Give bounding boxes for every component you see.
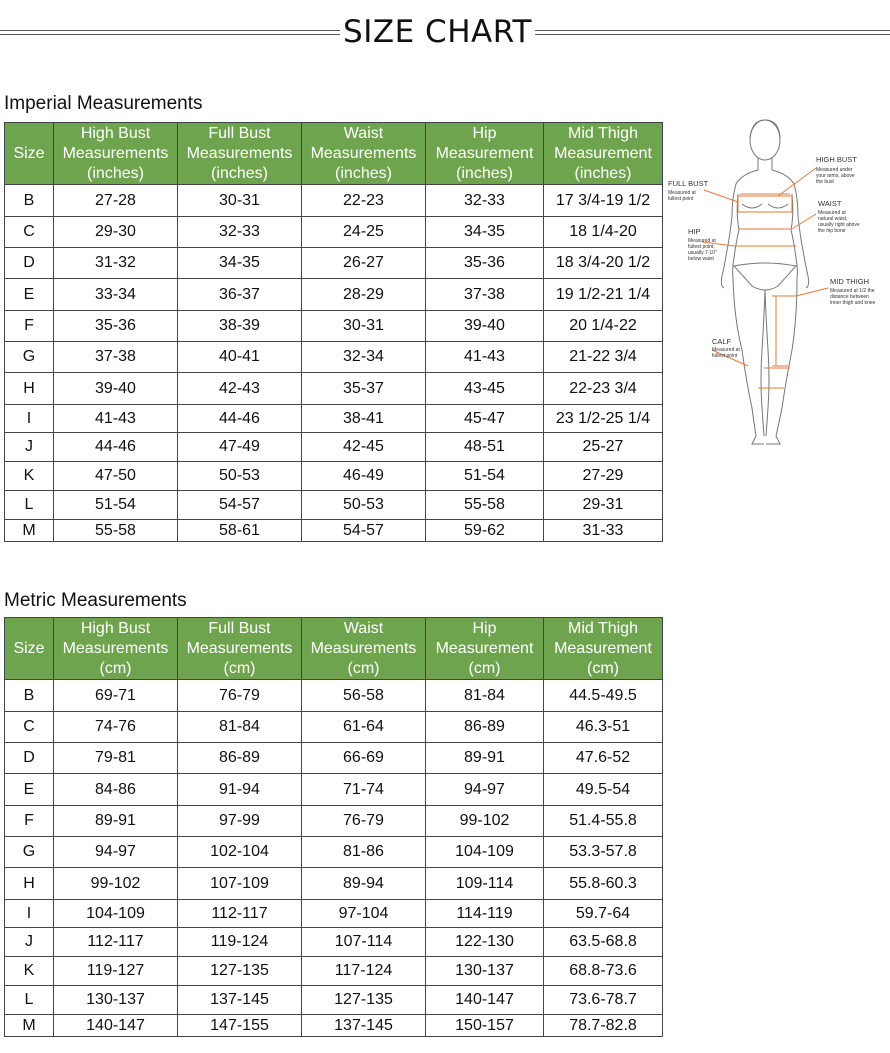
measurement-cell-mid-thigh: 46.3-51 [544,712,663,743]
measurement-cell-full-bust: 112-117 [178,900,302,928]
column-header-line: (inches) [87,164,144,182]
measurement-cell-high-bust: 140-147 [54,1015,178,1037]
measurement-cell-hip: 109-114 [426,868,544,900]
measurement-cell-full-bust: 44-46 [178,405,302,433]
measurement-cell-high-bust: 44-46 [54,433,178,462]
measurement-cell-waist: 50-53 [302,491,426,520]
measurement-cell-full-bust: 81-84 [178,712,302,743]
measurement-cell-high-bust: 119-127 [54,957,178,986]
table-row [5,520,663,542]
annotation-label: MID THIGH [830,277,870,286]
annotation-label: HIGH BUST [816,155,857,164]
measurement-cell-hip: 39-40 [426,311,544,342]
measurement-cell-hip: 81-84 [426,680,544,712]
measurement-cell-high-bust: 29-30 [54,217,178,248]
measurement-cell-hip: 32-33 [426,185,544,217]
measurement-cell-mid-thigh: 17 3/4-19 1/2 [544,185,663,217]
measurement-cell-full-bust: 30-31 [178,185,302,217]
annotation-note: natural waist, [818,216,848,222]
measurement-cell-high-bust: 79-81 [54,743,178,774]
annotation-note: the hip bone [818,228,846,234]
annotation-label: WAIST [818,199,842,208]
annotation-note: inner thigh and knee [830,300,876,306]
measurement-cell-high-bust: 94-97 [54,837,178,868]
column-header-line: Measurement [554,144,652,162]
column-header-line: Waist [343,124,384,142]
measurement-cell-waist: 71-74 [302,774,426,806]
table-row [5,279,663,311]
measurement-cell-mid-thigh: 51.4-55.8 [544,806,663,837]
measurement-cell-mid-thigh: 27-29 [544,462,663,491]
measurement-cell-full-bust: 137-145 [178,986,302,1015]
annotation-note: Measured at [818,210,846,216]
column-header-line: (inches) [335,164,392,182]
metric-heading: Metric Measurements [4,590,187,611]
table-row [5,433,663,462]
table-row [5,373,663,405]
title-rule-left [0,30,340,35]
measurement-cell-waist: 107-114 [302,928,426,957]
measurement-cell-mid-thigh: 21-22 3/4 [544,342,663,373]
column-header-line: Size [13,639,45,657]
measurement-cell-hip: 122-130 [426,928,544,957]
measurement-annotations [668,155,876,359]
measurement-cell-mid-thigh: 59.7-64 [544,900,663,928]
size-cell: B [5,185,54,217]
size-cell: J [5,928,54,957]
column-header-line: Full Bust [208,124,271,142]
measurement-cell-high-bust: 74-76 [54,712,178,743]
measurement-cell-hip: 43-45 [426,373,544,405]
measurement-cell-mid-thigh: 25-27 [544,433,663,462]
column-header-line: Measurement [554,639,652,657]
measurement-cell-full-bust: 147-155 [178,1015,302,1037]
table-row [5,900,663,928]
measurement-cell-waist: 26-27 [302,248,426,279]
measurement-cell-mid-thigh: 29-31 [544,491,663,520]
size-cell: J [5,433,54,462]
size-cell: B [5,680,54,712]
imperial-heading: Imperial Measurements [4,93,203,114]
measurement-cell-mid-thigh: 68.8-73.6 [544,957,663,986]
size-cell: D [5,248,54,279]
column-header-mid-thigh [544,123,663,185]
column-header-line: Measurements [62,639,169,657]
measurement-cell-waist: 127-135 [302,986,426,1015]
size-cell: K [5,462,54,491]
measurement-cell-high-bust: 31-32 [54,248,178,279]
measurement-cell-hip: 41-43 [426,342,544,373]
column-header-line: Mid Thigh [568,124,638,142]
column-header-line: High Bust [80,124,151,142]
body-measurement-figure [666,118,886,448]
column-header-line: Waist [343,619,384,637]
annotation-note: Measured at [712,347,740,353]
measurement-cell-hip: 99-102 [426,806,544,837]
annotation-note: Measured at 1/2 the [830,288,875,294]
measurement-cell-mid-thigh: 44.5-49.5 [544,680,663,712]
table-row [5,774,663,806]
table-row [5,868,663,900]
table-row [5,986,663,1015]
measurement-cell-mid-thigh: 18 3/4-20 1/2 [544,248,663,279]
measurement-cell-high-bust: 84-86 [54,774,178,806]
measurement-cell-high-bust: 39-40 [54,373,178,405]
annotation-note: fullest point [668,196,694,202]
table-row [5,957,663,986]
measurement-cell-full-bust: 97-99 [178,806,302,837]
measurement-cell-full-bust: 76-79 [178,680,302,712]
annotation-note: your arms, above [816,173,855,179]
measurement-cell-hip: 130-137 [426,957,544,986]
measurement-cell-waist: 38-41 [302,405,426,433]
annotation-note: Measured under [816,167,853,173]
size-cell: D [5,743,54,774]
size-cell: M [5,1015,54,1037]
measurement-cell-full-bust: 127-135 [178,957,302,986]
annotation-label: FULL BUST [668,179,709,188]
measurement-cell-mid-thigh: 78.7-82.8 [544,1015,663,1037]
column-header-line: Measurements [310,144,417,162]
size-cell: K [5,957,54,986]
column-header-line: (cm) [99,659,132,677]
column-header-line: Measurements [310,639,417,657]
column-header-line: Measurements [62,144,169,162]
measurement-cell-waist: 28-29 [302,279,426,311]
size-chart-title-bar [0,14,890,52]
size-cell: F [5,311,54,342]
measurement-cell-waist: 61-64 [302,712,426,743]
column-header-line: Mid Thigh [568,619,638,637]
column-header-high-bust [54,618,178,680]
size-cell: M [5,520,54,542]
table-row [5,185,663,217]
measurement-cell-mid-thigh: 49.5-54 [544,774,663,806]
imperial-size-table [4,122,663,542]
size-cell: E [5,774,54,806]
measurement-cell-full-bust: 42-43 [178,373,302,405]
table-row [5,1015,663,1037]
measurement-cell-waist: 30-31 [302,311,426,342]
measurement-cell-high-bust: 33-34 [54,279,178,311]
measurement-cell-mid-thigh: 19 1/2-21 1/4 [544,279,663,311]
annotation-note: the bust [816,179,834,185]
column-header-waist [302,123,426,185]
measurement-cell-hip: 59-62 [426,520,544,542]
measurement-cell-full-bust: 38-39 [178,311,302,342]
column-header-mid-thigh [544,618,663,680]
size-cell: C [5,712,54,743]
size-cell: I [5,900,54,928]
measurement-cell-high-bust: 99-102 [54,868,178,900]
size-cell: I [5,405,54,433]
measurement-cell-waist: 42-45 [302,433,426,462]
table-row [5,462,663,491]
table-row [5,712,663,743]
measurement-cell-full-bust: 40-41 [178,342,302,373]
table-row [5,806,663,837]
annotation-note: fullest point [712,353,738,359]
column-header-line: (cm) [587,659,619,677]
table-header-row [5,618,663,680]
measurement-cell-high-bust: 27-28 [54,185,178,217]
measurement-cell-hip: 45-47 [426,405,544,433]
column-header-line: Measurements [186,144,293,162]
measurement-cell-full-bust: 54-57 [178,491,302,520]
measurement-cell-waist: 66-69 [302,743,426,774]
measurement-cell-high-bust: 55-58 [54,520,178,542]
measurement-cell-hip: 114-119 [426,900,544,928]
column-header-line: (cm) [347,659,380,677]
measurement-cell-hip: 37-38 [426,279,544,311]
column-header-size [5,123,54,185]
measurement-cell-waist: 35-37 [302,373,426,405]
measurement-cell-mid-thigh: 53.3-57.8 [544,837,663,868]
measurement-cell-full-bust: 107-109 [178,868,302,900]
measurement-cell-high-bust: 130-137 [54,986,178,1015]
measurement-cell-hip: 89-91 [426,743,544,774]
annotation-note: Measured at [668,190,696,196]
table-row [5,217,663,248]
annotation-note: Measured at [688,238,716,244]
annotation-label: HIP [688,227,701,236]
column-header-line: (inches) [456,164,513,182]
column-header-line: (inches) [574,164,632,182]
measurement-cell-full-bust: 47-49 [178,433,302,462]
measurement-cell-mid-thigh: 23 1/2-25 1/4 [544,405,663,433]
size-cell: E [5,279,54,311]
column-header-hip [426,618,544,680]
table-row [5,491,663,520]
measurement-cell-full-bust: 32-33 [178,217,302,248]
measurement-cell-full-bust: 36-37 [178,279,302,311]
table-row [5,342,663,373]
table-row [5,743,663,774]
annotation-note: usually right above [818,222,860,228]
measurement-cell-hip: 48-51 [426,433,544,462]
column-header-full-bust [178,618,302,680]
measurement-cell-hip: 55-58 [426,491,544,520]
measurement-cell-high-bust: 112-117 [54,928,178,957]
measurement-cell-high-bust: 47-50 [54,462,178,491]
column-header-full-bust [178,123,302,185]
measurement-cell-waist: 54-57 [302,520,426,542]
measurement-cell-high-bust: 37-38 [54,342,178,373]
measurement-cell-mid-thigh: 63.5-68.8 [544,928,663,957]
size-cell: H [5,373,54,405]
measurement-cell-waist: 32-34 [302,342,426,373]
measurement-cell-high-bust: 104-109 [54,900,178,928]
measurement-cell-hip: 51-54 [426,462,544,491]
measurement-cell-waist: 137-145 [302,1015,426,1037]
column-header-line: Hip [472,619,497,637]
column-header-line: High Bust [80,619,151,637]
measurement-cell-waist: 89-94 [302,868,426,900]
metric-size-table [4,617,663,1037]
size-cell: H [5,868,54,900]
table-row [5,311,663,342]
size-cell: G [5,342,54,373]
column-header-line: (cm) [223,659,256,677]
annotation-note: fullest point, [688,244,715,250]
annotation-note: below waist [688,256,714,262]
column-header-hip [426,123,544,185]
measurement-cell-hip: 34-35 [426,217,544,248]
body-outline [721,120,808,444]
annotation-label: CALF [712,337,732,346]
size-cell: L [5,491,54,520]
column-header-high-bust [54,123,178,185]
measurement-cell-waist: 56-58 [302,680,426,712]
column-header-line: Measurement [435,639,534,657]
title-rule-right [535,30,890,35]
measurement-cell-hip: 150-157 [426,1015,544,1037]
measurement-cell-hip: 35-36 [426,248,544,279]
measurement-cell-mid-thigh: 22-23 3/4 [544,373,663,405]
measurement-cell-waist: 24-25 [302,217,426,248]
measurement-cell-high-bust: 35-36 [54,311,178,342]
table-row [5,837,663,868]
measurement-cell-mid-thigh: 20 1/4-22 [544,311,663,342]
column-header-size [5,618,54,680]
column-header-line: Size [13,144,45,162]
measurement-cell-hip: 94-97 [426,774,544,806]
measurement-cell-hip: 140-147 [426,986,544,1015]
column-header-waist [302,618,426,680]
measurement-cell-waist: 22-23 [302,185,426,217]
page-title: SIZE CHART [343,14,532,50]
measurement-cell-mid-thigh: 18 1/4-20 [544,217,663,248]
column-header-line: (cm) [468,659,501,677]
measurement-cell-high-bust: 51-54 [54,491,178,520]
measurement-cell-mid-thigh: 31-33 [544,520,663,542]
table-row [5,680,663,712]
measurement-cell-high-bust: 69-71 [54,680,178,712]
measurement-cell-full-bust: 86-89 [178,743,302,774]
measurement-cell-mid-thigh: 55.8-60.3 [544,868,663,900]
measurement-cell-waist: 81-86 [302,837,426,868]
column-header-line: Hip [472,124,497,142]
column-header-line: (inches) [211,164,268,182]
measurement-cell-waist: 76-79 [302,806,426,837]
table-row [5,405,663,433]
measurement-cell-high-bust: 89-91 [54,806,178,837]
measurement-cell-waist: 97-104 [302,900,426,928]
measurement-cell-full-bust: 119-124 [178,928,302,957]
measurement-cell-full-bust: 34-35 [178,248,302,279]
measurement-cell-high-bust: 41-43 [54,405,178,433]
measurement-cell-full-bust: 58-61 [178,520,302,542]
column-header-line: Measurement [435,144,534,162]
size-cell: F [5,806,54,837]
table-row [5,248,663,279]
measurement-cell-full-bust: 91-94 [178,774,302,806]
size-cell: G [5,837,54,868]
measurement-cell-hip: 104-109 [426,837,544,868]
measurement-cell-mid-thigh: 73.6-78.7 [544,986,663,1015]
annotation-note: usually 7-10" [688,250,717,256]
size-cell: L [5,986,54,1015]
column-header-line: Full Bust [208,619,271,637]
measurement-cell-full-bust: 50-53 [178,462,302,491]
size-cell: C [5,217,54,248]
measurement-cell-full-bust: 102-104 [178,837,302,868]
column-header-line: Measurements [186,639,293,657]
annotation-note: distance between [830,294,869,300]
measurement-cell-mid-thigh: 47.6-52 [544,743,663,774]
measurement-cell-hip: 86-89 [426,712,544,743]
measurement-cell-waist: 46-49 [302,462,426,491]
table-row [5,928,663,957]
table-header-row [5,123,663,185]
measurement-cell-waist: 117-124 [302,957,426,986]
